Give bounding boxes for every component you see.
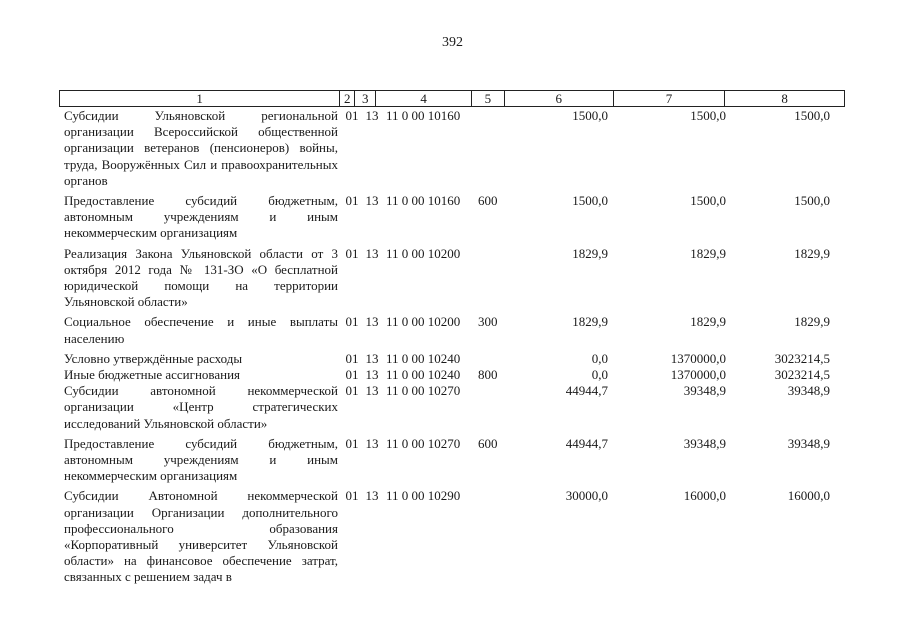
row-value-3: 1829,9 [794, 245, 830, 261]
row-value-2: 1829,9 [690, 245, 726, 261]
row-target-code: 11 0 00 10200 [386, 314, 461, 330]
row-value-2: 1500,0 [690, 193, 726, 209]
row-section: 01 [345, 314, 359, 330]
row-value-1: 1500,0 [572, 108, 608, 123]
row-section: 01 [345, 367, 359, 383]
row-subsection: 13 [365, 314, 379, 330]
table-row [59, 351, 845, 367]
row-value-2: 1370000,0 [670, 350, 726, 366]
table-body [59, 108, 845, 586]
row-section: 01 [345, 193, 359, 209]
row-target-code: 11 0 00 10270 [386, 435, 461, 451]
row-expense-type [478, 383, 510, 432]
row-subsection: 13 [365, 435, 379, 451]
row-section: 01 [345, 488, 359, 504]
row-name: Предоставление субсидий бюджетным, автономным учреждениям и иным некоммерческим организациям [64, 435, 338, 484]
row-value-3: 3023214,5 [774, 350, 830, 366]
row-subsection: 13 [365, 193, 379, 209]
row-value-1: 1829,9 [572, 314, 608, 330]
row-target-code: 11 0 00 10240 [386, 350, 461, 366]
row-value-1: 0,0 [591, 367, 608, 383]
row-name: Предоставление субсидий бюджетным, автономным учреждениям и иным некоммерческим организациям [64, 193, 338, 241]
row-value-1: 0,0 [591, 350, 608, 366]
header-col-4: 4 [376, 91, 472, 106]
row-expense-type: 600 [478, 193, 498, 209]
row-subsection: 13 [365, 108, 379, 123]
row-value-3: 39348,9 [787, 383, 830, 399]
row-value-1: 1500,0 [572, 193, 608, 209]
row-subsection: 13 [365, 488, 379, 504]
row-expense-type [478, 108, 510, 189]
row-value-3: 1500,0 [794, 108, 830, 123]
row-value-1: 44944,7 [565, 383, 608, 399]
row-subsection: 13 [365, 383, 379, 399]
row-target-code: 11 0 00 10290 [386, 488, 461, 504]
row-value-1: 1829,9 [572, 245, 608, 261]
row-name: Субсидии Ульяновской региональной организации Всероссийской общественной организации ветеранов (пенсионеров) войны, труда, Вооружённых Сил и правоохранительных органов [64, 108, 338, 188]
row-value-2: 39348,9 [683, 383, 726, 399]
table-header [59, 90, 845, 107]
row-section: 01 [345, 108, 359, 123]
header-col-7: 7 [614, 91, 726, 106]
row-section: 01 [345, 435, 359, 451]
row-value-3: 1500,0 [794, 193, 830, 209]
row-expense-type: 300 [478, 314, 498, 330]
row-value-1: 30000,0 [565, 488, 608, 504]
row-target-code: 11 0 00 10270 [386, 383, 461, 399]
row-value-1: 44944,7 [565, 435, 608, 451]
row-expense-type [478, 246, 510, 311]
row-expense-type: 600 [478, 435, 498, 451]
header-col-8: 8 [781, 91, 788, 106]
row-value-3: 3023214,5 [774, 367, 830, 383]
table-row [59, 314, 845, 346]
row-section: 01 [345, 245, 359, 261]
table-row [59, 246, 845, 311]
row-expense-type [478, 488, 510, 585]
header-col-2: 2 [340, 91, 355, 106]
header-col-6: 6 [505, 91, 614, 106]
row-subsection: 13 [365, 245, 379, 261]
row-section: 01 [345, 350, 359, 366]
row-subsection: 13 [365, 367, 379, 383]
row-name: Субсидии Автономной некоммерческой организации Организации дополнительного профессионального образования «Корпоративный университет Ульяновской области» на финансовое обеспечение затрат, связанных с решением задач в [64, 488, 338, 585]
table-row [59, 193, 845, 242]
row-target-code: 11 0 00 10160 [386, 108, 461, 123]
row-value-2: 16000,0 [683, 488, 726, 504]
page-number: 392 [442, 35, 463, 50]
row-value-2: 39348,9 [683, 435, 726, 451]
row-target-code: 11 0 00 10200 [386, 245, 461, 261]
row-value-3: 16000,0 [787, 488, 830, 504]
table-row [59, 488, 845, 585]
row-subsection: 13 [365, 350, 379, 366]
row-target-code: 11 0 00 10160 [386, 193, 461, 209]
table-row [59, 367, 845, 383]
row-name: Иные бюджетные ассигнования [64, 367, 241, 383]
table-row [59, 436, 845, 485]
row-section: 01 [345, 383, 359, 399]
row-name: Условно утверждённые расходы [64, 350, 243, 366]
header-col-5: 5 [472, 91, 505, 106]
row-value-3: 1829,9 [794, 314, 830, 330]
row-value-3: 39348,9 [787, 435, 830, 451]
row-name: Социальное обеспечение и иные выплаты населению [64, 314, 338, 346]
row-value-2: 1500,0 [690, 108, 726, 123]
row-value-2: 1829,9 [690, 314, 726, 330]
row-expense-type: 800 [478, 367, 498, 383]
header-col-1: 1 [60, 91, 340, 106]
row-expense-type [478, 351, 510, 367]
table-row [59, 383, 845, 432]
header-col-3: 3 [355, 91, 376, 106]
row-value-2: 1370000,0 [670, 367, 726, 383]
row-name: Реализация Закона Ульяновской области от 3 октября 2012 года № 131-ЗО «О бесплатной юридической помощи на территории Ульяновской области» [64, 245, 338, 310]
row-name: Субсидии автономной некоммерческой организации «Центр стратегических исследований Ульяновской области» [64, 383, 338, 431]
row-target-code: 11 0 00 10240 [386, 367, 461, 383]
table-row [59, 108, 845, 189]
